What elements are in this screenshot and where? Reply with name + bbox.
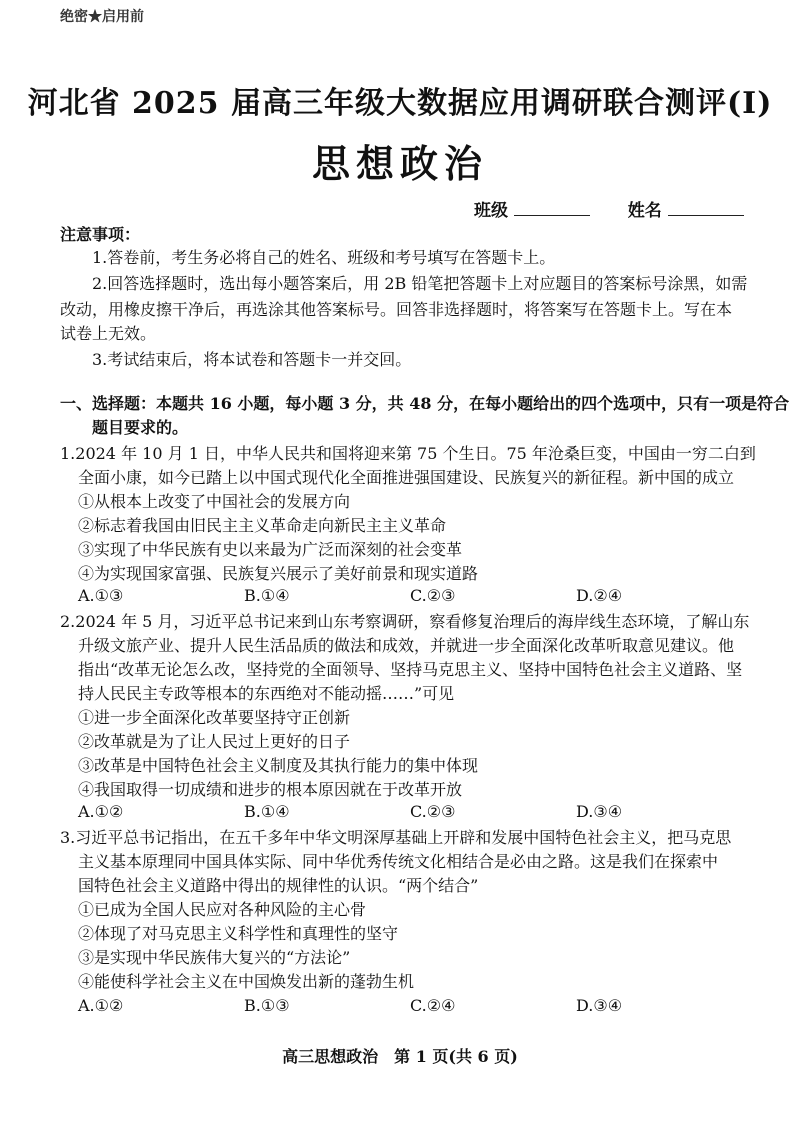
question-stem: 全面小康，如今已踏上以中国式现代化全面推进强国建设、民族复兴的新征程。新中国的成立 <box>78 468 735 487</box>
class-name-line <box>474 196 744 221</box>
question-stem: 升级文旅产业、提升人民生活品质的做法和成效，并就进一步全面深化改革听取意见建议。他 <box>78 636 735 655</box>
statement-item: ①进一步全面深化改革要坚持守正创新 <box>78 708 351 727</box>
notice-item: 3.考试结束后，将本试卷和答题卡一并交回。 <box>92 350 412 369</box>
question-stem: 持人民民主专政等根本的东西绝对不能动摇……”可见 <box>78 684 455 703</box>
question-stem: 3.习近平总书记指出，在五千多年中华文明深厚基础上开辟和发展中国特色社会主义，把马克思 <box>60 828 732 847</box>
notice-item: 1.答卷前，考生务必将自己的姓名、班级和考号填写在答题卡上。 <box>92 248 556 267</box>
option-b[interactable]: B.①③ <box>244 996 290 1015</box>
option-c[interactable]: C.②④ <box>410 996 456 1015</box>
option-d[interactable]: D.③④ <box>576 996 623 1015</box>
notice-item: 改动，用橡皮擦干净后，再选涂其他答案标号。回答非选择题时，将答案写在答题卡上。写在本 <box>60 300 733 319</box>
option-d[interactable]: D.③④ <box>576 802 623 821</box>
question-stem: 主义基本原理同中国具体实际、同中华优秀传统文化相结合是必由之路。这是我们在探索中 <box>78 852 719 871</box>
statement-item: ②标志着我国由旧民主主义革命走向新民主主义革命 <box>78 516 447 535</box>
name-blank[interactable] <box>668 199 744 216</box>
subject-title: 思想政治 <box>311 141 488 186</box>
statement-item: ③是实现中华民族伟大复兴的“方法论” <box>78 948 351 967</box>
question-stem: 指出“改革无论怎么改，坚持党的全面领导、坚持马克思主义、坚持中国特色社会主义道路、坚 <box>78 660 743 679</box>
option-a[interactable]: A.①② <box>78 996 124 1015</box>
question-stem: 1.2024 年 10 月 1 日，中华人民共和国将迎来第 75 个生日。75 年沧桑巨变，中国由一穷二白到 <box>60 444 756 463</box>
statement-item: ④能使科学社会主义在中国焕发出新的蓬勃生机 <box>78 972 415 991</box>
confidential-mark: 绝密★启用前 <box>60 9 144 25</box>
question-stem: 2.2024 年 5 月，习近平总书记来到山东考察调研，察看修复治理后的海岸线生态环境，了解山东 <box>60 612 750 631</box>
option-c[interactable]: C.②③ <box>410 586 456 605</box>
option-d[interactable]: D.②④ <box>576 586 623 605</box>
option-a[interactable]: A.①③ <box>78 586 124 605</box>
option-b[interactable]: B.①④ <box>244 802 290 821</box>
exam-title: 河北省 2025 届高三年级大数据应用调研联合测评(I) <box>27 86 773 121</box>
class-label: 班级 <box>474 201 508 221</box>
option-a[interactable]: A.①② <box>78 802 124 821</box>
notice-title: 注意事项： <box>60 225 141 244</box>
notice-item: 试卷上无效。 <box>60 324 157 343</box>
statement-item: ②体现了对马克思主义科学性和真理性的坚守 <box>78 924 399 943</box>
option-b[interactable]: B.①④ <box>244 586 290 605</box>
name-label: 姓名 <box>627 201 662 221</box>
section-heading-cont: 题目要求的。 <box>92 418 189 437</box>
notice-item: 2.回答选择题时，选出每小题答案后，用 2B 铅笔把答题卡上对应题目的答案标号涂黑，如需 <box>92 274 748 293</box>
class-blank[interactable] <box>514 199 590 216</box>
statement-item: ①已成为全国人民应对各种风险的主心骨 <box>78 900 367 919</box>
statement-item: ②改革就是为了让人民过上更好的日子 <box>78 732 351 751</box>
statement-item: ①从根本上改变了中国社会的发展方向 <box>78 492 351 511</box>
statement-item: ④我国取得一切成绩和进步的根本原因就在于改革开放 <box>78 780 463 799</box>
statement-item: ③实现了中华民族有史以来最为广泛而深刻的社会变革 <box>78 540 463 559</box>
question-stem: 国特色社会主义道路中得出的规律性的认识。“两个结合” <box>78 876 479 895</box>
section-heading: 一、选择题：本题共 16 小题，每小题 3 分，共 48 分，在每小题给出的四个选项中，只有一项是符合 <box>60 394 790 413</box>
option-c[interactable]: C.②③ <box>410 802 456 821</box>
page-footer: 高三思想政治 第 1 页(共 6 页) <box>282 1047 518 1066</box>
statement-item: ③改革是中国特色社会主义制度及其执行能力的集中体现 <box>78 756 479 775</box>
statement-item: ④为实现国家富强、民族复兴展示了美好前景和现实道路 <box>78 564 479 583</box>
